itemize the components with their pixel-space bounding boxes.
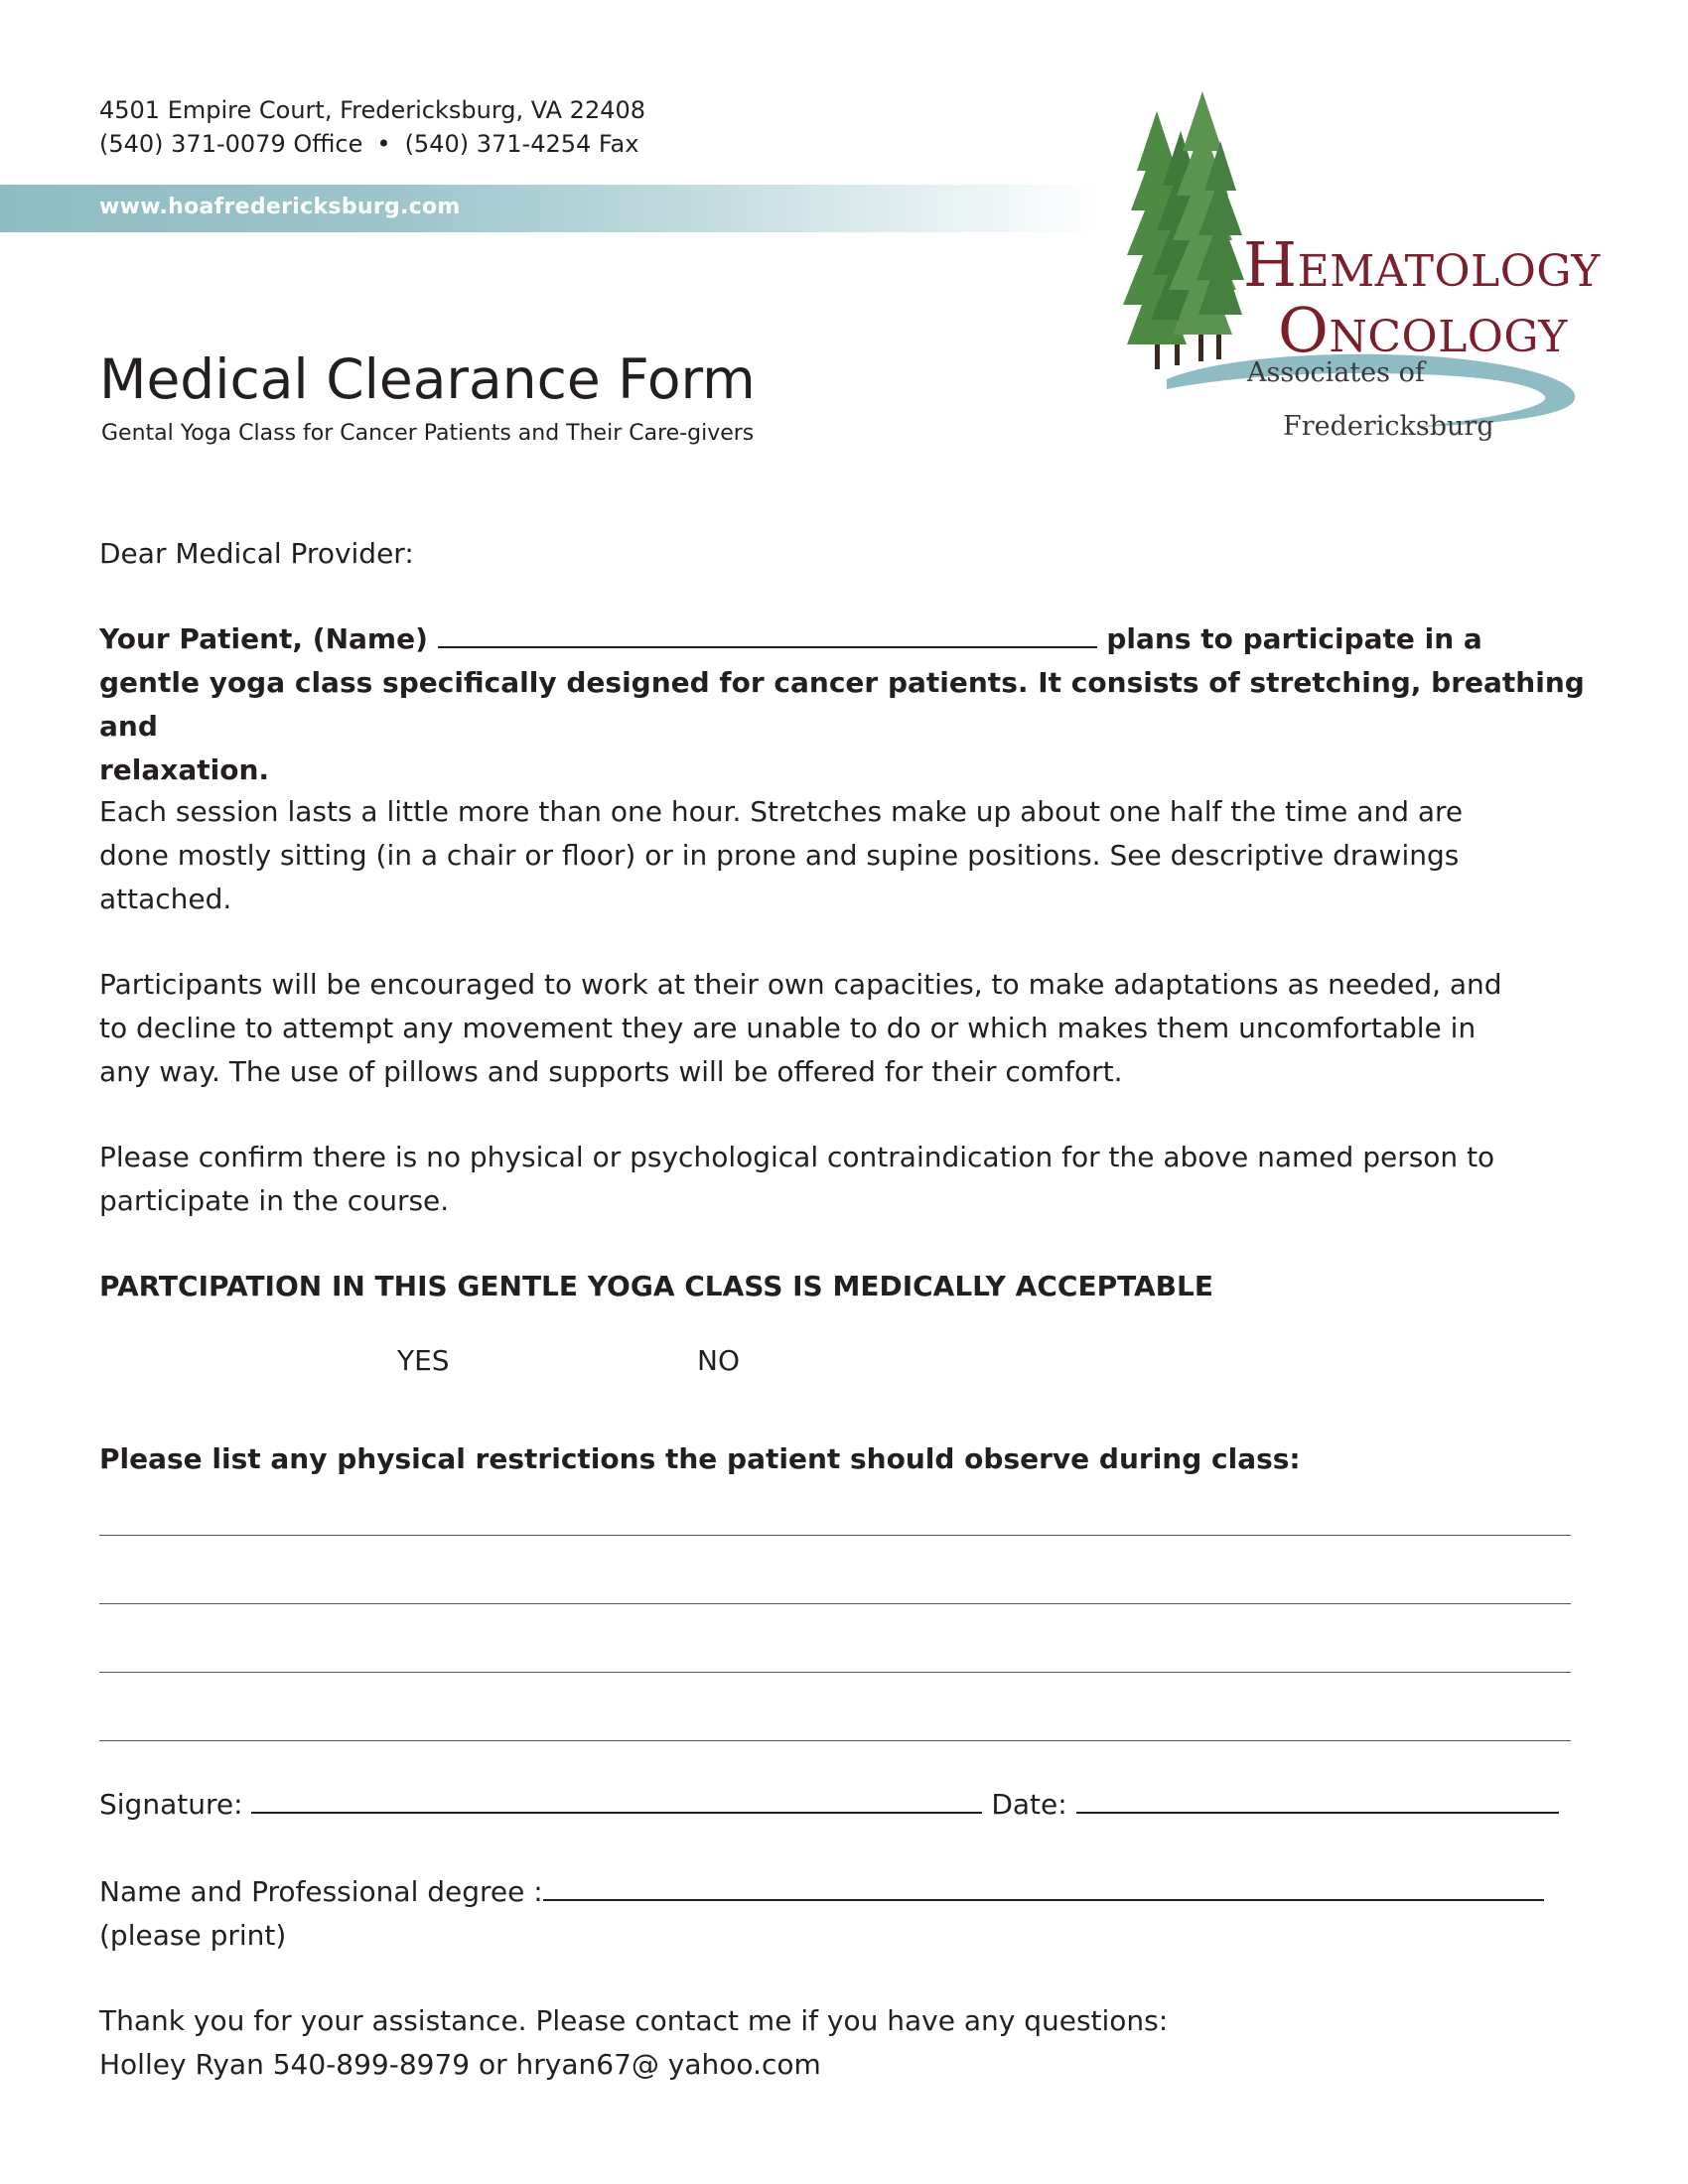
signature-label: Signature: <box>99 1788 243 1821</box>
contact-line: Holley Ryan 540-899-8979 or hryan67@ yahoo.com <box>99 2048 821 2081</box>
restriction-line-1[interactable] <box>99 1535 1571 1536</box>
acceptable-heading: PARTCIPATION IN THIS GENTLE YOGA CLASS IS MEDICALLY ACCEPTABLE <box>99 1270 1213 1302</box>
patient-line-3: relaxation. <box>99 753 270 786</box>
patient-line-2: gentle yoga class specifically designed for cancer patients. It consists of stretching, breathing and <box>99 666 1585 743</box>
bullet-separator: • <box>376 130 391 158</box>
page-subtitle: Gental Yoga Class for Cancer Patients and Their Care-givers <box>101 421 755 446</box>
logo-text-associates: Associates of <box>1247 357 1425 388</box>
thanks-block <box>99 1999 1589 2087</box>
yes-option[interactable]: YES <box>397 1344 450 1377</box>
name-degree-row <box>99 1870 1589 1958</box>
salutation: Dear Medical Provider: <box>99 537 414 570</box>
signature-row <box>99 1783 1589 1827</box>
signature-field[interactable] <box>251 1788 982 1814</box>
website-link[interactable]: www.hoafredericksburg.com <box>99 195 461 219</box>
date-field[interactable] <box>1076 1788 1559 1814</box>
logo-text-oncology: ONCOLOGY <box>1278 294 1568 366</box>
please-print-note: (please print) <box>99 1919 287 1952</box>
patient-line-1: Your Patient, (Name) plans to participate in a <box>99 622 1482 655</box>
restriction-line-4[interactable] <box>99 1740 1571 1741</box>
logo-text-fredericksburg: Fredericksburg <box>1283 411 1494 442</box>
contact-block <box>99 93 645 161</box>
participants-paragraph: Participants will be encouraged to work at their own capacities, to make adaptations as needed, and to decline to attempt any movement they are unable to do or which makes them uncomfortable in any way. The use of pillows and supports will be offered for their comfort. <box>99 968 1502 1088</box>
session-paragraph: Each session lasts a little more than one hour. Stretches make up about one half the time and are done mostly sitting (in a chair or floor) or in prone and supine positions. See descriptive drawings attached. <box>99 795 1464 915</box>
page-title: Medical Clearance Form <box>99 347 756 411</box>
patient-name-field[interactable] <box>438 622 1097 648</box>
patient-paragraph <box>99 617 1589 792</box>
name-degree-label: Name and Professional degree : <box>99 1875 543 1908</box>
restrictions-heading: Please list any physical restrictions the patient should observe during class: <box>99 1442 1301 1475</box>
fax-number: (540) 371-4254 Fax <box>404 130 639 158</box>
no-option[interactable]: NO <box>697 1344 740 1377</box>
name-degree-field[interactable] <box>543 1875 1544 1901</box>
logo-text-hematology: HEMATOLOGY <box>1243 228 1601 301</box>
office-phone: (540) 371-0079 Office <box>99 130 363 158</box>
thanks-line-1: Thank you for your assistance. Please contact me if you have any questions: <box>99 2004 1169 2037</box>
restriction-line-2[interactable] <box>99 1603 1571 1604</box>
restriction-line-3[interactable] <box>99 1672 1571 1673</box>
phone-line <box>99 127 645 161</box>
address: 4501 Empire Court, Fredericksburg, VA 22408 <box>99 96 646 124</box>
date-label: Date: <box>991 1788 1067 1821</box>
confirm-paragraph: Please confirm there is no physical or psychological contraindication for the above named person to participate in the course. <box>99 1141 1495 1217</box>
